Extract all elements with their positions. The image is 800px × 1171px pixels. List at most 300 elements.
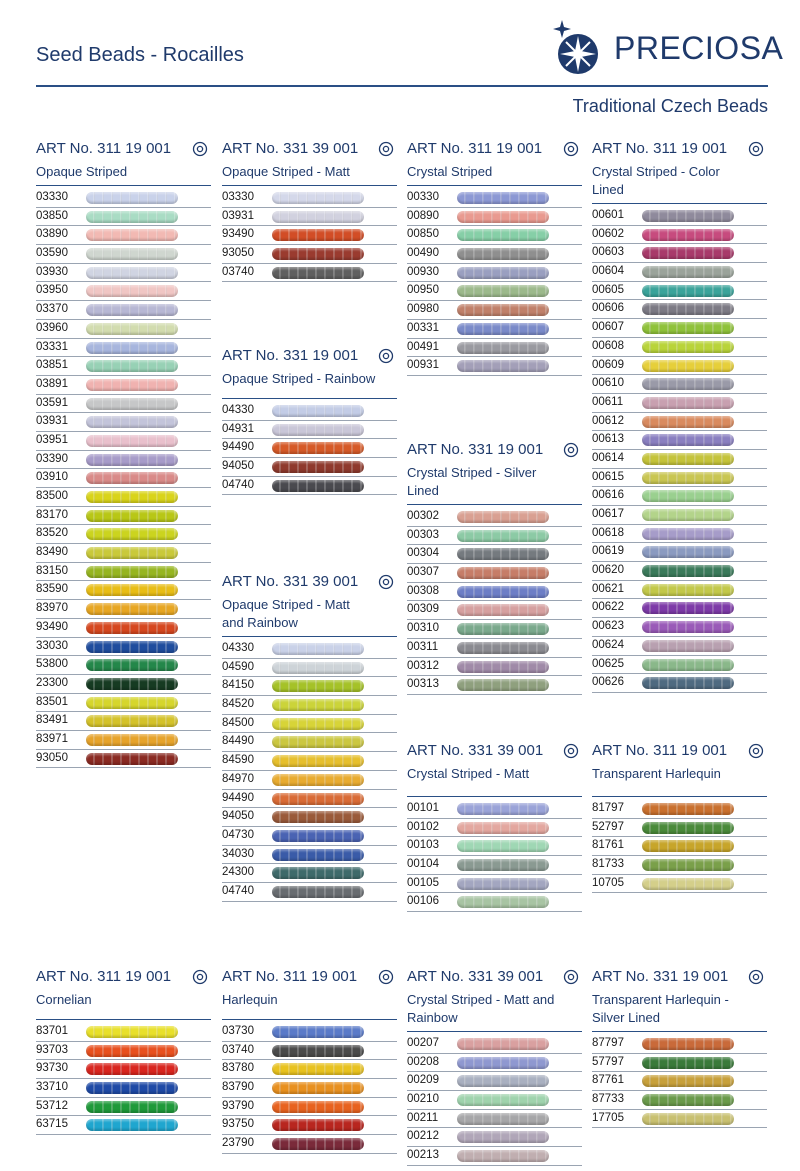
bead-code: 00603 — [592, 246, 624, 259]
bead-swatch — [272, 1063, 364, 1075]
bead-code: 00618 — [592, 526, 624, 539]
bead-swatch — [642, 416, 734, 428]
bead-list — [36, 1023, 211, 1135]
bead-row — [222, 458, 397, 477]
bead-row — [36, 544, 211, 563]
section-header — [592, 140, 767, 162]
section-header — [407, 140, 582, 162]
bead-row — [592, 394, 767, 413]
bead-code: 87797 — [592, 1037, 624, 1049]
bead-row — [222, 421, 397, 440]
bead-row — [222, 715, 397, 734]
bead-row — [407, 282, 582, 301]
bead-swatch — [272, 211, 364, 223]
bead-swatch — [86, 435, 178, 447]
bead-code: 04590 — [222, 660, 254, 673]
bead-code: 83701 — [36, 1025, 68, 1037]
bead-row — [407, 639, 582, 658]
bead-code: 83520 — [36, 527, 68, 540]
section-divider — [36, 1019, 211, 1020]
bead-row — [36, 656, 211, 675]
bead-swatch — [86, 398, 178, 410]
section-name: Crystal Striped - Matt and Rainbow — [407, 992, 555, 1025]
bead-code: 87733 — [592, 1093, 624, 1106]
bead-list — [36, 189, 211, 768]
section-header — [222, 573, 397, 595]
bead-swatch — [272, 830, 364, 842]
target-icon — [563, 743, 579, 759]
bead-row — [222, 264, 397, 283]
bead-row — [222, 659, 397, 678]
bead-swatch — [86, 641, 178, 653]
bead-row — [36, 208, 211, 227]
bead-code: 00610 — [592, 377, 624, 390]
bead-row — [592, 674, 767, 693]
section-crystal-striped — [407, 140, 582, 376]
bead-swatch — [272, 718, 364, 730]
bead-code: 81797 — [592, 802, 624, 814]
bead-swatch — [86, 622, 178, 634]
bead-row — [36, 750, 211, 769]
bead-row — [36, 357, 211, 376]
bead-row — [36, 432, 211, 451]
bead-swatch — [457, 822, 549, 834]
bead-swatch — [86, 510, 178, 522]
bead-swatch — [642, 247, 734, 259]
bead-swatch — [642, 659, 734, 671]
bead-list — [407, 800, 582, 912]
bead-row — [407, 1091, 582, 1110]
bead-code: 00303 — [407, 528, 439, 541]
bead-swatch — [86, 211, 178, 223]
bead-code: 00623 — [592, 620, 624, 633]
bead-row — [407, 1128, 582, 1147]
bead-swatch — [642, 1094, 734, 1106]
bead-code: 04931 — [222, 422, 254, 435]
bead-swatch — [642, 453, 734, 465]
bead-row — [592, 1110, 767, 1129]
bead-row — [592, 431, 767, 450]
bead-row — [222, 208, 397, 227]
bead-row — [592, 207, 767, 226]
target-icon — [378, 969, 394, 985]
bead-code: 53712 — [36, 1099, 68, 1112]
bead-swatch — [457, 896, 549, 908]
bead-swatch — [272, 736, 364, 748]
bead-row — [36, 339, 211, 358]
bead-swatch — [642, 1038, 734, 1050]
bead-swatch — [272, 442, 364, 454]
bead-code: 84500 — [222, 716, 254, 729]
bead-row — [407, 545, 582, 564]
art-number: ART No. 331 19 001 — [407, 441, 544, 458]
bead-swatch — [272, 643, 364, 655]
bead-row — [407, 856, 582, 875]
section-divider — [407, 1031, 582, 1032]
bead-row — [36, 226, 211, 245]
section-name: Crystal Striped - Matt — [407, 766, 530, 781]
bead-list — [222, 640, 397, 902]
bead-swatch — [642, 803, 734, 815]
bead-row — [222, 883, 397, 902]
bead-swatch — [86, 697, 178, 709]
section-header — [36, 968, 211, 990]
bead-code: 03330 — [36, 191, 68, 203]
bead-code: 83780 — [222, 1062, 254, 1075]
bead-list — [407, 189, 582, 376]
bead-code: 00850 — [407, 228, 439, 241]
bead-row — [36, 1079, 211, 1098]
section-divider — [222, 1019, 397, 1020]
bead-row — [222, 1042, 397, 1061]
section-transparent-harlequin-silver-lined — [592, 968, 767, 1128]
art-number: ART No. 331 19 001 — [592, 968, 729, 985]
bead-swatch — [272, 424, 364, 436]
section-name: Opaque Striped - Matt — [222, 164, 350, 179]
bead-code: 84970 — [222, 772, 254, 785]
bead-swatch — [86, 678, 178, 690]
bead-swatch — [457, 511, 549, 523]
bead-swatch — [272, 755, 364, 767]
bead-code: 00213 — [407, 1149, 439, 1162]
bead-swatch — [457, 1057, 549, 1069]
bead-code: 00931 — [407, 359, 439, 372]
bead-row — [592, 450, 767, 469]
bead-code: 00613 — [592, 433, 624, 446]
bead-swatch — [272, 192, 364, 204]
bead-row — [222, 846, 397, 865]
section-name: Cornelian — [36, 992, 92, 1007]
bead-swatch — [86, 584, 178, 596]
bead-code: 00601 — [592, 209, 624, 221]
bead-row — [36, 712, 211, 731]
bead-row — [407, 583, 582, 602]
section-divider — [36, 185, 211, 186]
bead-code: 00614 — [592, 451, 624, 464]
art-number: ART No. 311 19 001 — [222, 968, 358, 985]
bead-code: 00624 — [592, 638, 624, 651]
section-opaque-striped-matt — [222, 140, 397, 282]
section-crystal-striped-silver-lined — [407, 441, 582, 695]
bead-row — [36, 451, 211, 470]
target-icon — [563, 969, 579, 985]
bead-code: 00950 — [407, 284, 439, 297]
bead-code: 93790 — [222, 1099, 254, 1112]
bead-list — [407, 1035, 582, 1166]
bead-row — [407, 527, 582, 546]
bead-swatch — [86, 1119, 178, 1131]
bead-row — [592, 525, 767, 544]
bead-code: 00210 — [407, 1093, 439, 1106]
target-icon — [563, 141, 579, 157]
bead-code: 03931 — [36, 415, 68, 428]
target-icon — [748, 743, 764, 759]
bead-row — [222, 752, 397, 771]
tagline: Traditional Czech Beads — [572, 96, 768, 116]
bead-list — [592, 1035, 767, 1128]
bead-code: 00491 — [407, 340, 439, 353]
target-icon — [378, 574, 394, 590]
section-divider — [222, 636, 397, 637]
bead-row — [407, 601, 582, 620]
bead-swatch — [86, 734, 178, 746]
bead-row — [592, 800, 767, 819]
bead-row — [222, 696, 397, 715]
bead-code: 03891 — [36, 377, 68, 390]
bead-row — [592, 599, 767, 618]
bead-swatch — [272, 1045, 364, 1057]
bead-swatch — [457, 859, 549, 871]
bead-row — [592, 300, 767, 319]
bead-code: 87761 — [592, 1074, 624, 1087]
section-divider — [592, 1031, 767, 1032]
bead-row — [36, 395, 211, 414]
bead-code: 23300 — [36, 676, 68, 689]
bead-code: 94490 — [222, 791, 254, 804]
bead-swatch — [86, 229, 178, 241]
bead-row — [222, 640, 397, 659]
bead-swatch — [272, 461, 364, 473]
bead-swatch — [86, 342, 178, 354]
bead-code: 03331 — [36, 340, 68, 353]
bead-swatch — [642, 859, 734, 871]
bead-code: 00607 — [592, 321, 624, 334]
bead-swatch — [457, 342, 549, 354]
bead-swatch — [272, 248, 364, 260]
bead-swatch — [457, 1150, 549, 1162]
bead-row — [222, 864, 397, 883]
section-header — [592, 742, 767, 764]
bead-row — [592, 487, 767, 506]
bead-swatch — [86, 248, 178, 260]
bead-swatch — [642, 878, 734, 890]
bead-swatch — [272, 1101, 364, 1113]
art-number: ART No. 311 19 001 — [36, 140, 172, 157]
bead-code: 00207 — [407, 1037, 439, 1049]
bead-swatch — [272, 405, 364, 417]
bead-row — [36, 488, 211, 507]
bead-row — [407, 357, 582, 376]
bead-swatch — [272, 1082, 364, 1094]
bead-swatch — [457, 840, 549, 852]
bead-swatch — [86, 323, 178, 335]
bead-swatch — [272, 480, 364, 492]
bead-swatch — [642, 210, 734, 222]
section-divider — [222, 398, 397, 399]
star-logo-icon — [552, 18, 610, 76]
bead-code: 00617 — [592, 508, 624, 520]
bead-code: 00621 — [592, 582, 624, 595]
bead-code: 03370 — [36, 303, 68, 316]
bead-code: 84490 — [222, 735, 254, 748]
bead-code: 03951 — [36, 433, 68, 446]
bead-list — [592, 207, 767, 693]
bead-swatch — [86, 659, 178, 671]
bead-swatch — [642, 303, 734, 315]
bead-code: 03590 — [36, 247, 68, 260]
bead-code: 00611 — [592, 395, 624, 408]
bead-code: 00101 — [407, 802, 439, 814]
bead-row — [36, 581, 211, 600]
bead-row — [222, 1023, 397, 1042]
bead-swatch — [642, 822, 734, 834]
bead-code: 03390 — [36, 452, 68, 465]
bead-swatch — [457, 642, 549, 654]
bead-swatch — [86, 285, 178, 297]
target-icon — [748, 141, 764, 157]
bead-swatch — [86, 715, 178, 727]
section-name: Crystal Striped — [407, 164, 493, 179]
section-harlequin — [222, 968, 397, 1154]
art-number: ART No. 311 19 001 — [592, 140, 728, 157]
bead-row — [407, 819, 582, 838]
bead-row — [222, 808, 397, 827]
bead-row — [407, 800, 582, 819]
bead-code: 83971 — [36, 732, 68, 745]
target-icon — [563, 442, 579, 458]
bead-row — [592, 875, 767, 894]
bead-swatch — [642, 1057, 734, 1069]
art-number: ART No. 311 19 001 — [36, 968, 172, 985]
section-header — [592, 968, 767, 990]
bead-row — [222, 1135, 397, 1154]
bead-row — [407, 320, 582, 339]
bead-code: 94050 — [222, 810, 254, 823]
section-name: Transparent Harlequin — [592, 766, 721, 781]
bead-list — [222, 402, 397, 495]
bead-swatch — [642, 490, 734, 502]
bead-code: 03591 — [36, 396, 68, 409]
bead-code: 00212 — [407, 1130, 439, 1143]
bead-code: 00103 — [407, 839, 439, 852]
bead-code: 57797 — [592, 1055, 624, 1068]
bead-swatch — [272, 267, 364, 279]
bead-code: 00104 — [407, 858, 439, 871]
bead-swatch — [457, 586, 549, 598]
bead-row — [592, 562, 767, 581]
bead-code: 00302 — [407, 510, 439, 522]
bead-swatch — [272, 229, 364, 241]
section-divider — [407, 504, 582, 505]
bead-code: 33710 — [36, 1081, 68, 1094]
bead-swatch — [642, 565, 734, 577]
bead-code: 00604 — [592, 265, 624, 278]
bead-row — [407, 245, 582, 264]
section-divider — [407, 796, 582, 797]
bead-code: 84520 — [222, 698, 254, 711]
bead-code: 00309 — [407, 603, 439, 616]
bead-code: 00930 — [407, 265, 439, 278]
bead-swatch — [642, 621, 734, 633]
section-transparent-harlequin — [592, 742, 767, 893]
bead-swatch — [272, 811, 364, 823]
bead-row — [592, 637, 767, 656]
bead-swatch — [457, 1094, 549, 1106]
bead-swatch — [642, 397, 734, 409]
bead-swatch — [642, 285, 734, 297]
bead-swatch — [642, 546, 734, 558]
bead-swatch — [272, 849, 364, 861]
bead-row — [222, 790, 397, 809]
bead-code: 03330 — [222, 191, 254, 203]
art-number: ART No. 311 19 001 — [592, 742, 728, 759]
bead-swatch — [457, 248, 549, 260]
bead-row — [407, 1110, 582, 1129]
bead-row — [592, 1072, 767, 1091]
bead-code: 00602 — [592, 227, 624, 240]
bead-swatch — [86, 603, 178, 615]
section-crystal-striped-color-lined — [592, 140, 767, 693]
bead-code: 83150 — [36, 564, 68, 577]
bead-code: 34030 — [222, 847, 254, 860]
bead-swatch — [642, 602, 734, 614]
bead-row — [592, 226, 767, 245]
bead-swatch — [457, 1113, 549, 1125]
bead-swatch — [86, 753, 178, 765]
bead-row — [222, 771, 397, 790]
bead-row — [407, 676, 582, 695]
bead-code: 23790 — [222, 1137, 254, 1150]
bead-code: 03851 — [36, 359, 68, 372]
bead-row — [407, 837, 582, 856]
section-header — [36, 140, 211, 162]
bead-row — [36, 619, 211, 638]
bead-code: 00106 — [407, 895, 439, 908]
bead-code: 00612 — [592, 414, 624, 427]
bead-row — [592, 543, 767, 562]
brand-logo — [552, 18, 784, 76]
bead-code: 93490 — [36, 620, 68, 633]
bead-list — [407, 508, 582, 695]
section-header — [407, 968, 582, 990]
bead-code: 00980 — [407, 303, 439, 316]
bead-row — [36, 189, 211, 208]
section-name: Opaque Striped — [36, 164, 128, 179]
bead-row — [407, 658, 582, 677]
target-icon — [748, 969, 764, 985]
bead-code: 93730 — [36, 1062, 68, 1075]
bead-swatch — [86, 491, 178, 503]
bead-row — [592, 357, 767, 376]
section-crystal-striped-matt-rainbow — [407, 968, 582, 1166]
section-header — [407, 742, 582, 764]
bead-code: 81761 — [592, 839, 624, 852]
bead-code: 00311 — [407, 640, 439, 653]
bead-code: 00105 — [407, 876, 439, 889]
bead-code: 63715 — [36, 1118, 68, 1131]
bead-row — [407, 508, 582, 527]
bead-row — [222, 245, 397, 264]
bead-code: 00208 — [407, 1055, 439, 1068]
target-icon — [192, 969, 208, 985]
bead-code: 17705 — [592, 1111, 624, 1124]
section-crystal-striped-matt — [407, 742, 582, 912]
bead-row — [592, 837, 767, 856]
bead-code: 94050 — [222, 460, 254, 473]
bead-swatch — [86, 566, 178, 578]
bead-row — [36, 638, 211, 657]
bead-swatch — [272, 867, 364, 879]
bead-row — [407, 226, 582, 245]
bead-code: 00626 — [592, 676, 624, 689]
bead-swatch — [642, 677, 734, 689]
bead-swatch — [457, 604, 549, 616]
bead-code: 00330 — [407, 191, 439, 203]
bead-row — [592, 819, 767, 838]
bead-row — [36, 264, 211, 283]
bead-code: 00890 — [407, 209, 439, 222]
bead-swatch — [272, 774, 364, 786]
